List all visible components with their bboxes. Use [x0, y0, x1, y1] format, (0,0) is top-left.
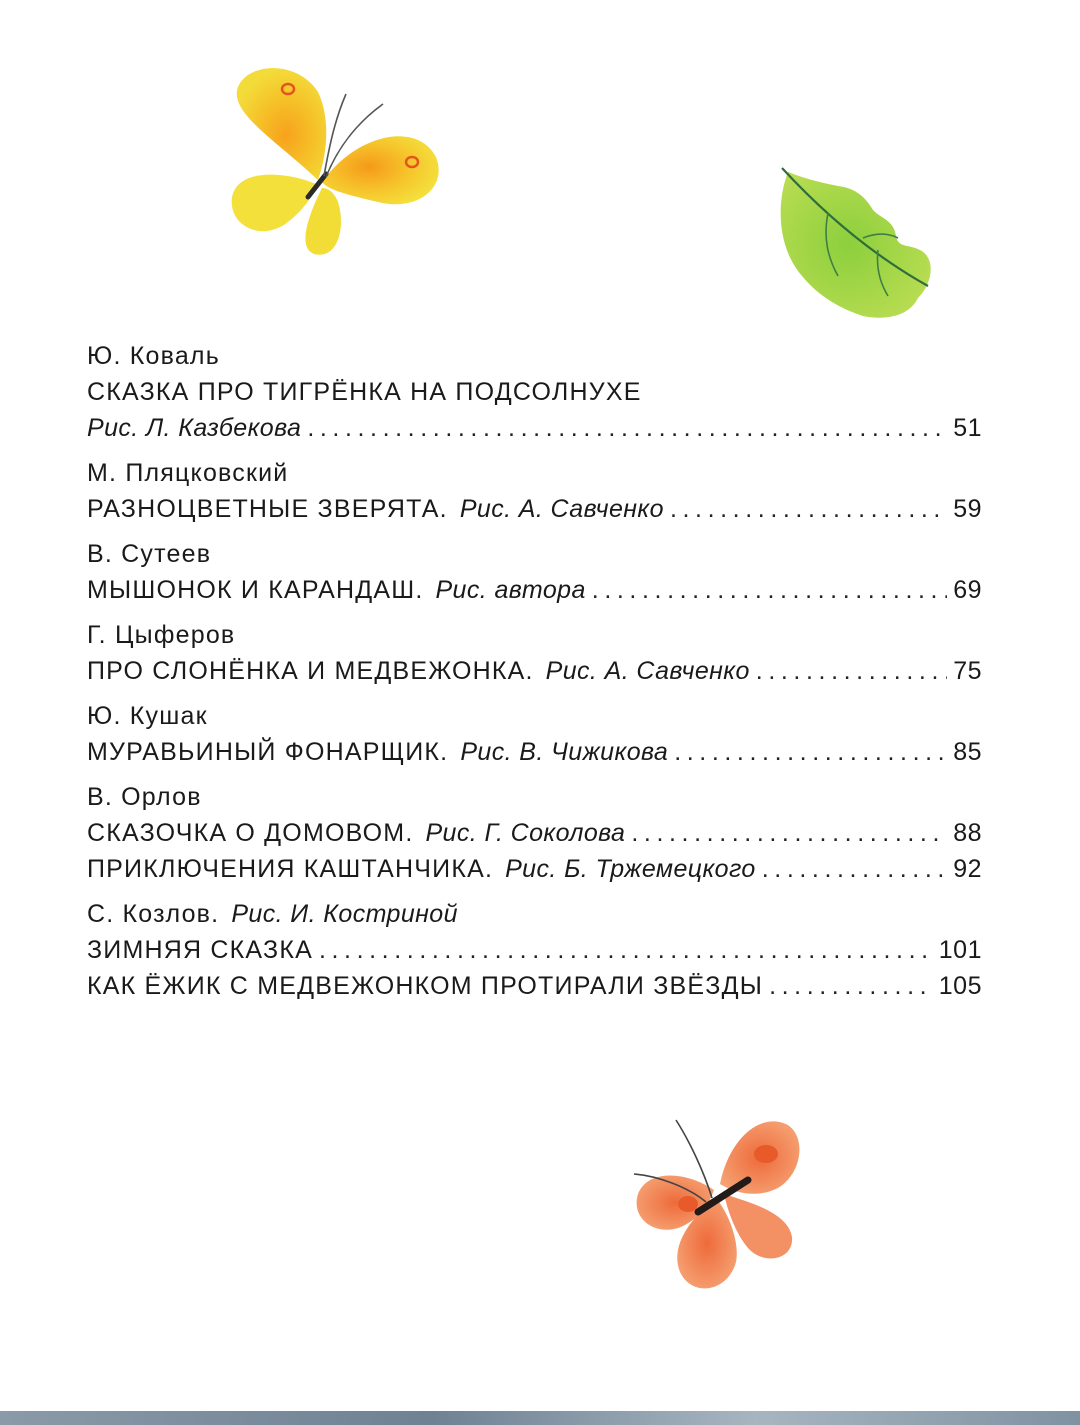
dot-leader: [674, 734, 947, 770]
toc-entry-tsyferov: [87, 617, 982, 689]
toc-entry-koval: [87, 338, 982, 446]
illustrator-credit: Рис. А. Савченко: [545, 657, 750, 685]
story-title: СКАЗКА ПРО ТИГРЁНКА НА ПОДСОЛНУХЕ: [87, 378, 642, 406]
toc-line[interactable]: [87, 410, 982, 446]
toc-line[interactable]: [87, 653, 982, 689]
story-title: ПРО СЛОНЁНКА И МЕДВЕЖОНКА.: [87, 657, 534, 685]
dot-leader: [670, 491, 947, 527]
toc-entry-kozlov: [87, 896, 982, 1004]
illustrator-credit: Рис. В. Чижикова: [460, 738, 669, 766]
author-name: М. Пляцковский: [87, 459, 289, 487]
illustrator-credit: Рис. автора: [435, 576, 586, 604]
toc-line[interactable]: [87, 851, 982, 887]
toc-line[interactable]: [87, 815, 982, 851]
page-number: 85: [953, 738, 982, 766]
dot-leader: [756, 653, 947, 689]
page-number: 105: [938, 972, 982, 1000]
author-name: В. Сутеев: [87, 540, 212, 568]
page-number: 69: [953, 576, 982, 604]
yellow-butterfly-illustration: [218, 62, 450, 262]
page-number: 75: [953, 657, 982, 685]
orange-butterfly-illustration: [628, 1102, 808, 1302]
toc-line[interactable]: [87, 932, 982, 968]
dot-leader: [592, 572, 947, 608]
dot-leader: [762, 851, 947, 887]
author-name-text: С. Козлов.: [87, 900, 220, 928]
toc-entry-orlov: [87, 779, 982, 887]
dot-leader: [319, 932, 933, 968]
table-of-contents: [87, 338, 982, 1013]
green-leaf-illustration: [768, 158, 936, 320]
author-name: В. Орлов: [87, 783, 202, 811]
toc-entry-plyatskovsky: [87, 455, 982, 527]
story-title: МУРАВЬИНЫЙ ФОНАРЩИК.: [87, 738, 449, 766]
page-number: 88: [953, 819, 982, 847]
toc-line[interactable]: [87, 968, 982, 1004]
story-title: КАК ЁЖИК С МЕДВЕЖОНКОМ ПРОТИРАЛИ ЗВЁЗДЫ: [87, 972, 764, 1000]
story-title: МЫШОНОК И КАРАНДАШ.: [87, 576, 424, 604]
toc-entry-kushak: [87, 698, 982, 770]
page-number: 92: [953, 855, 982, 883]
page-number: 51: [953, 414, 982, 442]
dot-leader: [307, 410, 947, 446]
page-number: 101: [938, 936, 982, 964]
author-name: Г. Цыферов: [87, 621, 236, 649]
illustrator-credit: Рис. И. Костриной: [231, 900, 458, 928]
toc-entry-suteev: [87, 536, 982, 608]
toc-line[interactable]: [87, 374, 982, 410]
page-number: 59: [953, 495, 982, 523]
story-title: ЗИМНЯЯ СКАЗКА: [87, 936, 313, 964]
author-name: Ю. Кушак: [87, 702, 208, 730]
toc-line[interactable]: [87, 491, 982, 527]
illustrator-credit: Рис. Л. Казбекова: [87, 414, 302, 442]
toc-line[interactable]: [87, 572, 982, 608]
author-name: [87, 896, 982, 932]
illustrator-credit: Рис. Г. Соколова: [425, 819, 626, 847]
story-title: СКАЗОЧКА О ДОМОВОМ.: [87, 819, 414, 847]
dot-leader: [631, 815, 947, 851]
author-name: Ю. Коваль: [87, 342, 220, 370]
dot-leader: [769, 968, 933, 1004]
toc-line[interactable]: [87, 734, 982, 770]
story-title: ПРИКЛЮЧЕНИЯ КАШТАНЧИКА.: [87, 855, 494, 883]
page-edge-strip: [0, 1411, 1080, 1425]
illustrator-credit: Рис. Б. Тржемецкого: [505, 855, 756, 883]
illustrator-credit: Рис. А. Савченко: [459, 495, 664, 523]
story-title: РАЗНОЦВЕТНЫЕ ЗВЕРЯТА.: [87, 495, 448, 523]
